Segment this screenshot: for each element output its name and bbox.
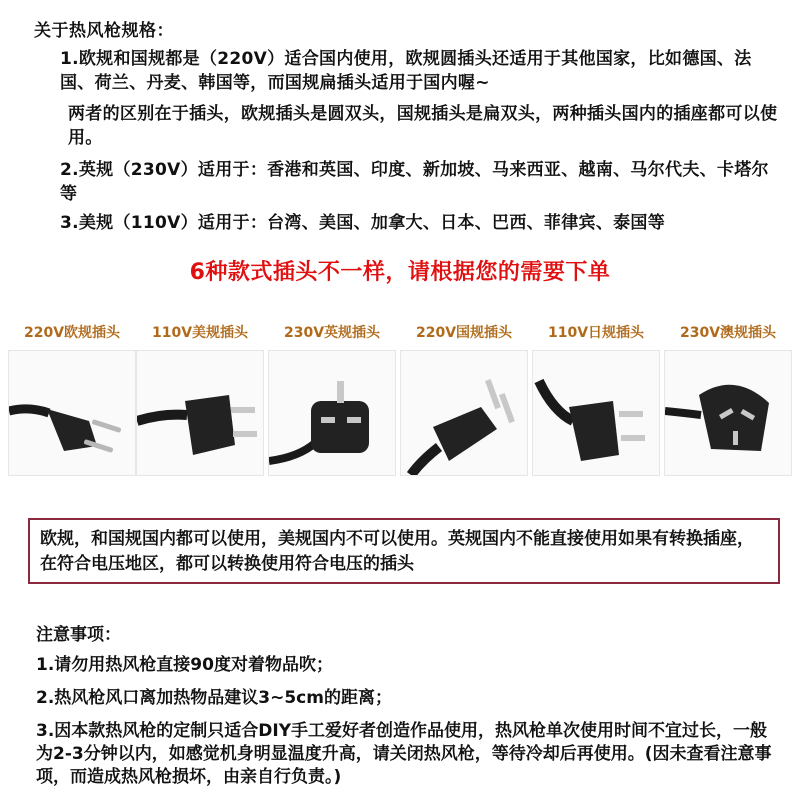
- note-item: 3.因本款热风枪的定制只适合DIY手工爱好者创造作品使用，热风枪单次使用时间不宜过长，一般为2-3分钟以内，如感觉机身明显温度升高，请关闭热风枪，等待冷却后再使用。(因未查看注意事项，而造成热风枪损坏，由亲自行负责。): [36, 721, 772, 787]
- plug-label: 230V澳规插头: [679, 325, 777, 341]
- plug-card-au: [664, 322, 792, 476]
- plug-label: 220V欧规插头: [23, 325, 121, 341]
- plug-card-uk: [268, 322, 396, 476]
- spec-item-uk: 2.英规（230V）适用于：香港和英国、印度、新加坡、马来西亚、越南、马尔代夫、卡塔尔等: [60, 160, 769, 204]
- plug-card-eu: [8, 322, 136, 476]
- note-item: 2.热风枪风口离加热物品建议3~5cm的距离；: [36, 688, 392, 708]
- note-item: 1.请勿用热风枪直接90度对着物品吹；: [36, 655, 333, 675]
- compatibility-note: 欧规，和国规国内都可以使用，美规国内不可以使用。英规国内不能直接使用如果有转换插座，在符合电压地区，都可以转换使用符合电压的插头: [28, 518, 780, 584]
- plug-label: 110V美规插头: [151, 325, 249, 341]
- plug-label: 230V英规插头: [283, 325, 381, 341]
- plug-card-jp: [532, 322, 660, 476]
- plug-label: 110V日规插头: [547, 325, 645, 341]
- spec-item-us: 3.美规（110V）适用于：台湾、美国、加拿大、日本、巴西、菲律宾、泰国等: [60, 213, 666, 233]
- plug-card-cn: [400, 322, 528, 476]
- us-plug-icon: [136, 350, 264, 476]
- plug-label: 220V国规插头: [415, 325, 513, 341]
- uk-plug-icon: [268, 350, 396, 476]
- jp-plug-icon: [532, 350, 660, 476]
- plug-card-us: [136, 322, 264, 476]
- spec-title: 关于热风枪规格：: [34, 21, 174, 41]
- au-plug-icon: [664, 350, 792, 476]
- headline: 6种款式插头不一样，请根据您的需要下单: [189, 260, 611, 285]
- spec-item-eu-cn: 1.欧规和国规都是（220V）适合国内使用，欧规圆插头还适用于其他国家，比如德国、法国、荷兰、丹麦、韩国等，而国规扁插头适用于国内喔~: [60, 49, 752, 93]
- cn-plug-icon: [400, 350, 528, 476]
- eu-plug-icon: [8, 350, 136, 476]
- spec-item-difference: 两者的区别在于插头，欧规插头是圆双头，国规插头是扁双头，两种插头国内的插座都可以使用。: [68, 104, 778, 148]
- notes-title: 注意事项：: [36, 625, 121, 645]
